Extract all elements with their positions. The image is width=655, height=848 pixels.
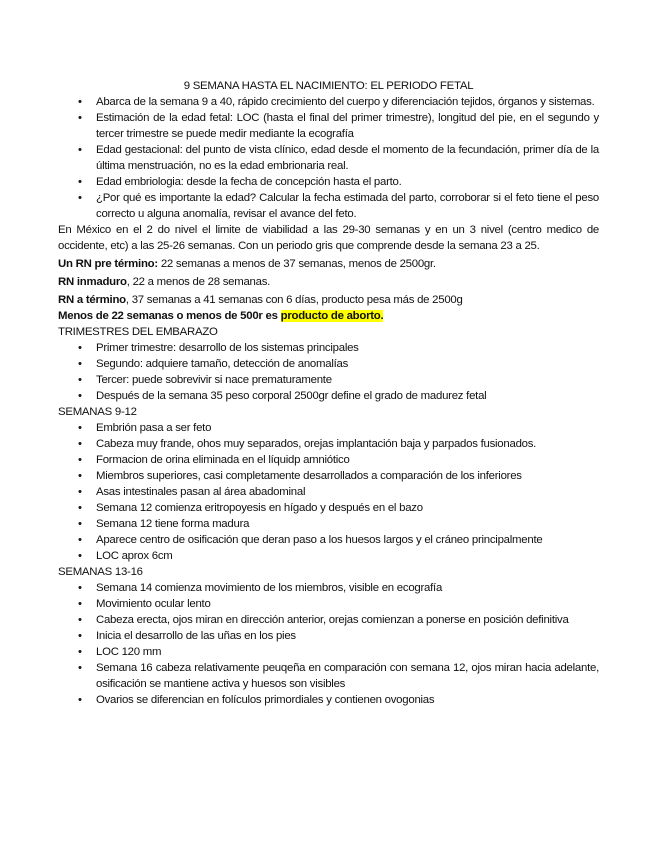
list-item: • Edad gestacional: del punto de vista clínico, edad desde el momento de la fecundación, primer día de la última menstruación, no es la edad embrionaria real. xyxy=(58,142,599,174)
term-definition xyxy=(58,292,599,308)
abortion-definition xyxy=(58,308,599,324)
list-item: • Asas intestinales pasan al área abadominal xyxy=(58,484,599,500)
list-item: • Semana 12 tiene forma madura xyxy=(58,516,599,532)
semanas-9-12-list xyxy=(58,420,599,564)
list-item: • Aparece centro de osificación que deran paso a los huesos largos y el cráneo principalmente xyxy=(58,532,599,548)
list-item: • Primer trimestre: desarrollo de los sistemas principales xyxy=(58,340,599,356)
list-item: • Después de la semana 35 peso corporal 2500gr define el grado de madurez fetal xyxy=(58,388,599,404)
term-label: RN a término xyxy=(58,294,126,306)
list-item: • Formacion de orina eliminada en el líquidp amniótico xyxy=(58,452,599,468)
list-item: • Semana 14 comienza movimiento de los miembros, visible en ecografía xyxy=(58,580,599,596)
list-item: • Semana 16 cabeza relativamente peuqeña en comparación con semana 12, ojos miran hacia adelante, osificación se mantiene activa y huesos son visibles xyxy=(58,660,599,692)
list-item: • Movimiento ocular lento xyxy=(58,596,599,612)
list-item: • Inicia el desarrollo de las uñas en los pies xyxy=(58,628,599,644)
list-item: • Ovarios se diferencian en folículos primordiales y contienen ovogonias xyxy=(58,692,599,708)
list-item: • Embrión pasa a ser feto xyxy=(58,420,599,436)
semanas-13-16-heading: SEMANAS 13-16 xyxy=(58,566,143,578)
document-content xyxy=(58,78,599,708)
semanas-9-12-heading: SEMANAS 9-12 xyxy=(58,406,137,418)
viability-paragraph: En México en el 2 do nivel el limite de viabilidad a las 29-30 semanas y en un 3 nivel (centro medico de occidente, etc) a las 25-26 semanas. Con un periodo gris que comprende desde la semana 23 a 25. xyxy=(58,224,599,252)
term-text: , 37 semanas a 41 semanas con 6 días, producto pesa más de 2500g xyxy=(125,294,463,306)
semanas-13-16-list xyxy=(58,580,599,708)
preterm-text: 22 semanas a menos de 37 semanas, menos de 2500gr. xyxy=(157,258,436,270)
abortion-text: Menos de 22 semanas o menos de 500r es xyxy=(58,310,281,322)
list-item: • Cabeza erecta, ojos miran en dirección anterior, orejas comienzan a ponerse en posición definitiva xyxy=(58,612,599,628)
list-item: • Miembros superiores, casi completamente desarrollados a comparación de los inferiores xyxy=(58,468,599,484)
preterm-definition xyxy=(58,256,599,272)
immature-label: RN inmaduro xyxy=(58,276,127,288)
list-item: • Edad embriologia: desde la fecha de concepción hasta el parto. xyxy=(58,174,599,190)
list-item: • Semana 12 comienza eritropoyesis en hígado y después en el bazo xyxy=(58,500,599,516)
list-item: • ¿Por qué es importante la edad? Calcular la fecha estimada del parto, corroborar si el feto tiene el peso correcto u alguna anomalía, revisar el avance del feto. xyxy=(58,190,599,222)
list-item: • Abarca de la semana 9 a 40, rápido crecimiento del cuerpo y diferenciación tejidos, órganos y sistemas. xyxy=(58,94,599,110)
trimestres-list xyxy=(58,340,599,404)
immature-text: , 22 a menos de 28 semanas. xyxy=(126,276,271,288)
intro-list xyxy=(58,94,599,222)
list-item: • Estimación de la edad fetal: LOC (hasta el final del primer trimestre), longitud del pie, en el segundo y tercer trimestre se puede medir mediante la ecografía xyxy=(58,110,599,142)
list-item: • LOC 120 mm xyxy=(58,644,599,660)
list-item: • Segundo: adquiere tamaño, detección de anomalías xyxy=(58,356,599,372)
page-title: 9 SEMANA HASTA EL NACIMIENTO: EL PERIODO FETAL xyxy=(183,80,474,92)
abortion-highlight: producto de aborto. xyxy=(280,310,384,322)
trimestres-heading: TRIMESTRES DEL EMBARAZO xyxy=(58,326,218,338)
list-item: • LOC aprox 6cm xyxy=(58,548,599,564)
list-item: • Cabeza muy frande, ohos muy separados, orejas implantación baja y parpados fusionados. xyxy=(58,436,599,452)
list-item: • Tercer: puede sobrevivir si nace prematuramente xyxy=(58,372,599,388)
preterm-label: Un RN pre término: xyxy=(58,258,158,270)
immature-definition xyxy=(58,274,599,290)
